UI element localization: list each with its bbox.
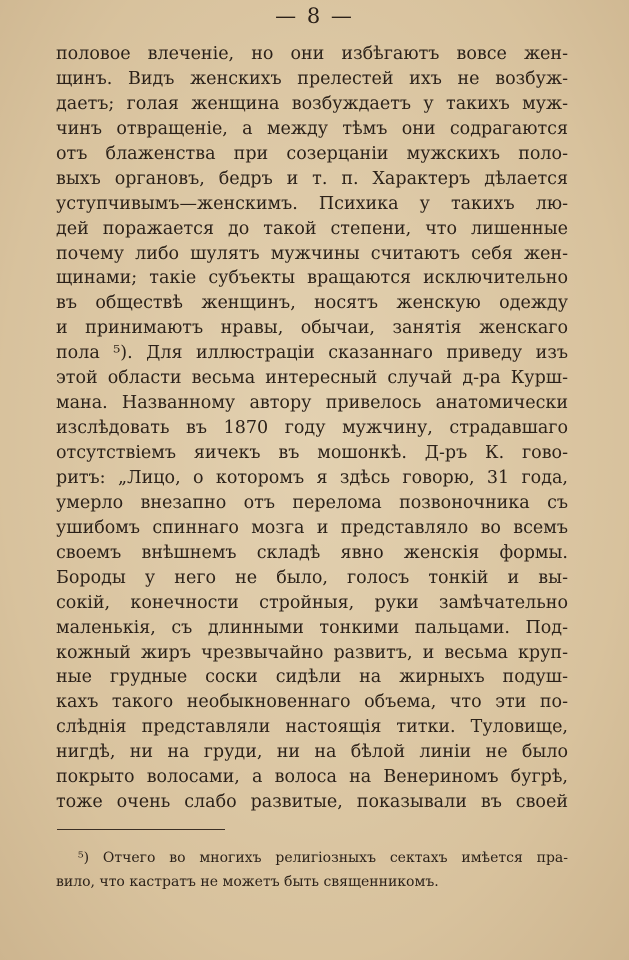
text-line: кожный жиръ чрезвычайно развитъ, и весьма круп- bbox=[56, 642, 568, 663]
text-line: дей поражается до такой степени, что лишенные bbox=[56, 218, 568, 239]
text-line: отсутствіемъ яичекъ въ мошонкѣ. Д-ръ К. гово- bbox=[56, 443, 568, 463]
text-line: въ обществѣ женщинъ, носятъ женскую одежду bbox=[56, 293, 568, 314]
text-line: ушибомъ спиннаго мозга и представляло во всемъ bbox=[56, 517, 568, 538]
text-line: пола ⁵). Для иллюстраціи сказаннаго приведу изъ bbox=[56, 343, 568, 364]
text-line: ритъ: „Лицо, о которомъ я здѣсь говорю, 31 года, bbox=[56, 467, 568, 488]
body-text bbox=[56, 42, 568, 815]
text-line: покрыто волосами, а волоса на Венериномъ бугрѣ, bbox=[56, 767, 568, 788]
text-line: изслѣдовать въ 1870 году мужчину, страдавшаго bbox=[56, 418, 568, 439]
text-line: выхъ органовъ, бедръ и т. п. Характеръ дѣлается bbox=[56, 168, 568, 189]
text-line: почему либо шулятъ мужчины считаютъ себя жен- bbox=[56, 243, 568, 264]
text-line: Бороды у него не было, голосъ тонкій и вы- bbox=[56, 567, 568, 588]
text-line: даетъ; голая женщина возбуждаетъ у такихъ муж- bbox=[56, 93, 568, 114]
text-line: щинами; такіе субъекты вращаются исключительно bbox=[56, 268, 568, 289]
text-line: и принимаютъ нравы, обычаи, занятія женскаго bbox=[56, 318, 568, 339]
text-line: сокій, конечности стройныя, руки замѣчательно bbox=[56, 592, 568, 613]
footnote-divider bbox=[57, 829, 225, 830]
text-line: умерло внезапно отъ перелома позвоночника съ bbox=[56, 492, 568, 513]
text-line: нигдѣ, ни на груди, ни на бѣлой линіи не было bbox=[56, 742, 568, 763]
text-line: половое влеченіе, но они избѣгаютъ вовсе жен- bbox=[56, 44, 568, 64]
footnote-line: ⁵) Отчего во многихъ религіозныхъ сектахъ имѣется пра- bbox=[78, 850, 568, 866]
text-line: уступчивымъ—женскимъ. Психика у такихъ лю- bbox=[56, 193, 568, 214]
text-line: маленькія, съ длинными тонкими пальцами. Под- bbox=[56, 617, 568, 638]
text-line: этой области весьма интересный случай д-ра Курш- bbox=[56, 368, 568, 389]
text-line: своемъ внѣшнемъ складѣ явно женскія формы. bbox=[56, 542, 568, 563]
footnote-line: вило, что кастратъ не можетъ быть священникомъ. bbox=[56, 874, 439, 890]
text-line: кахъ такого необыкновеннаго объема, что эти по- bbox=[56, 692, 568, 713]
text-line: чинъ отвращеніе, а между тѣмъ они содрагаются bbox=[56, 118, 568, 139]
footnote bbox=[56, 846, 568, 894]
page-number: — 8 — bbox=[275, 4, 354, 28]
text-line: слѣднія представляли настоящія титки. Туловище, bbox=[56, 717, 568, 738]
text-line: тоже очень слабо развитые, показывали въ своей bbox=[56, 792, 568, 813]
text-line: отъ блаженства при созерцаніи мужскихъ поло- bbox=[56, 143, 568, 164]
text-line: щинъ. Видъ женскихъ прелестей ихъ не возбуж- bbox=[56, 68, 568, 89]
text-line: ные грудные соски сидѣли на жирныхъ подуш- bbox=[56, 667, 568, 688]
text-line: мана. Названному автору привелось анатомически bbox=[56, 393, 568, 414]
